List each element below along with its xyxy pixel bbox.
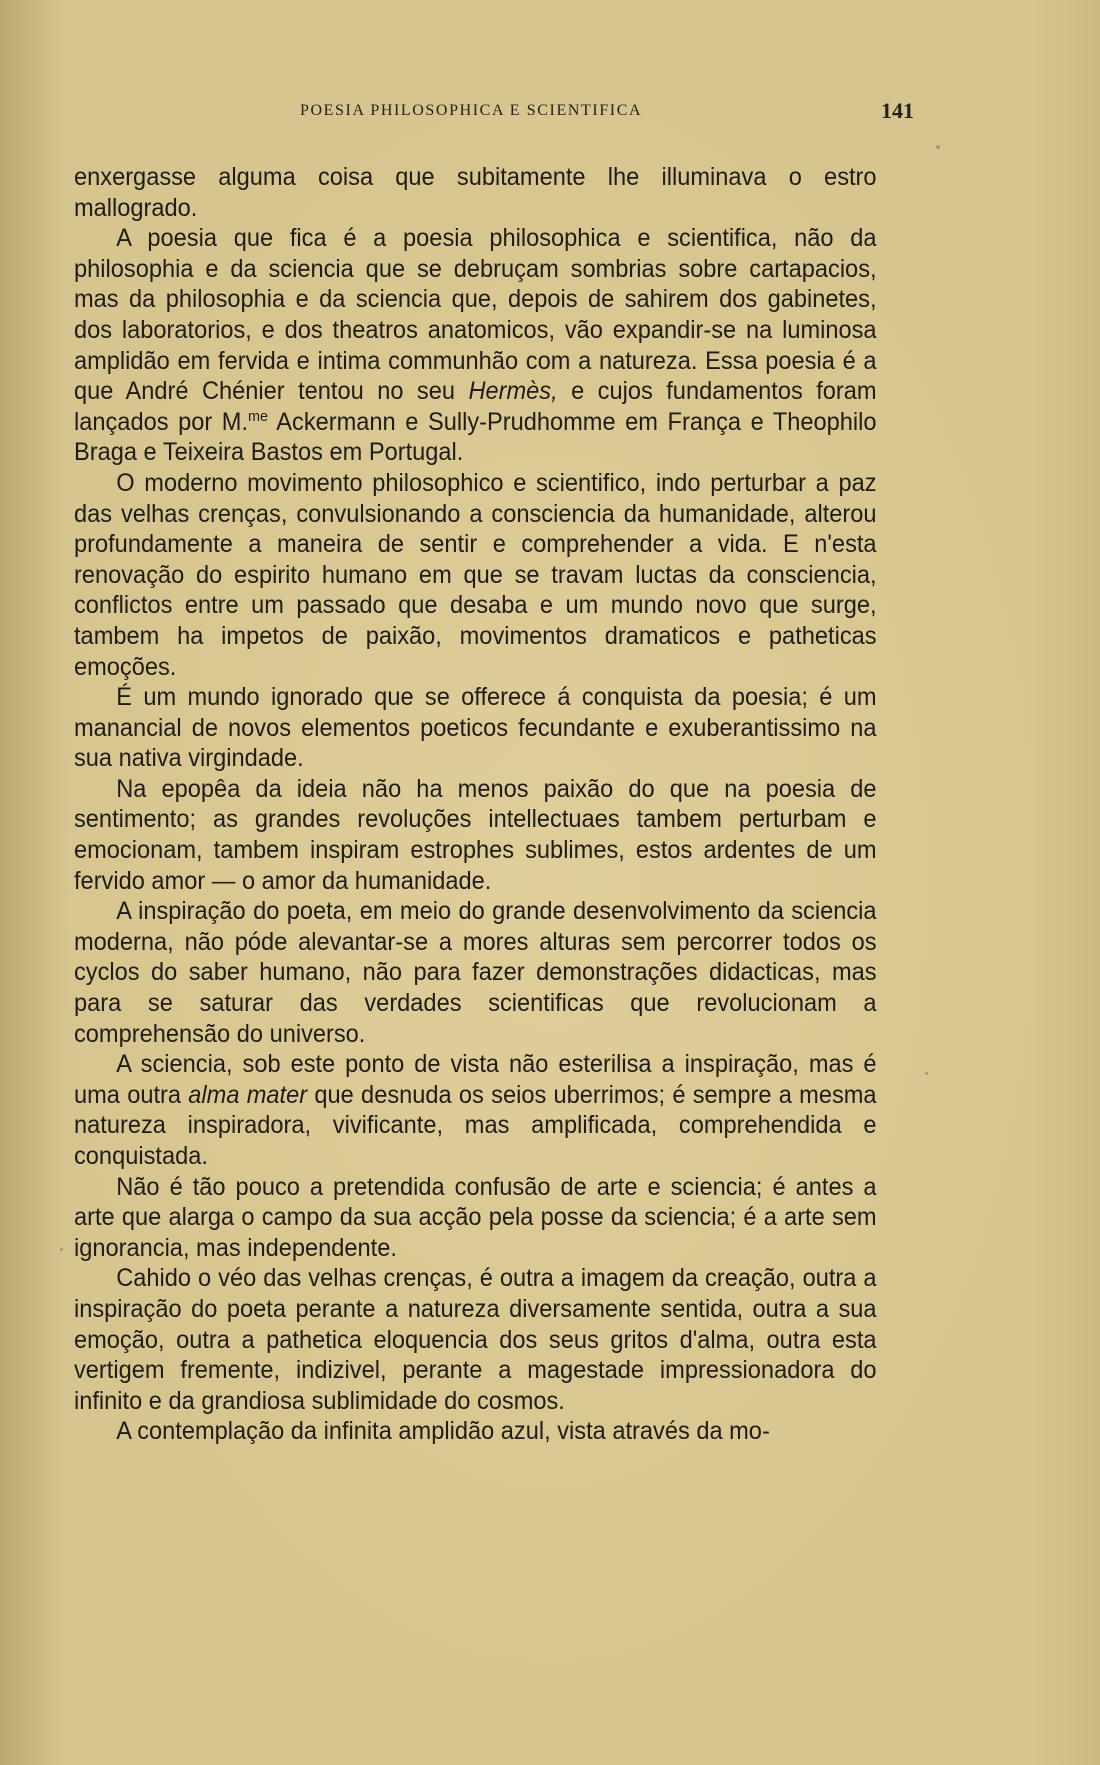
body-text [74,163,877,1448]
paragraph: enxergasse alguma coisa que subitamente lhe illuminava o estro mallogrado. [74,164,877,222]
paragraph: A contemplação da infinita amplidão azul, vista através da mo- [116,1418,770,1446]
paragraph: Cahido o véo das velhas crenças, é outra a imagem da creação, outra a inspiração do poeta perante a natureza diversamente sentida, outra a sua emoção, outra a pathetica eloquencia dos seus gritos d'alma, outra esta vertigem fremente, indizivel, perante a magestade impressionadora do infinito e da grandiosa sublimidade do cosmos. [74,1265,877,1415]
paragraph: Não é tão pouco a pretendida confusão de arte e sciencia; é antes a arte que alarga o campo da sua acção pela posse da sciencia; é a arte sem ignorancia, mas independente. [74,1173,877,1262]
italic-title: Hermès, [468,378,558,406]
paper-speck [936,145,940,149]
paragraph: Na epopêa da ideia não ha menos paixão do que na poesia de sentimento; as grandes revoluções intellectuaes tambem perturbam e emocionam, tambem inspiram estrophes sublimes, estos ardentes de um fervido amor — o amor da humanidade. [74,775,877,895]
paper-speck [925,1072,928,1075]
paragraph: A sciencia, sob este ponto de vista não esterilisa a inspiração, mas é uma outra alma mater que desnuda os seios uberrimos; é sempre a mesma natureza inspiradora, vivificante, mas amplificada, comprehendida e conquistada. [74,1051,877,1170]
superscript: me [248,407,269,425]
running-title: POESIA PHILOSOPHICA E SCIENTIFICA [300,102,643,119]
paragraph: O moderno movimento philosophico e scientifico, indo perturbar a paz das velhas crenças, convulsionando a consciencia da humanidade, alterou profundamente a maneira de sentir e comprehender a vida. E n'esta renovação do espirito humano em que se travam luctas da consciencia, conflictos entre um passado que desaba e um mundo novo que surge, tambem ha impetos de paixão, movimentos dramaticos e patheticas emoções. [74,469,877,681]
paragraph: A inspiração do poeta, em meio do grande desenvolvimento da sciencia moderna, não póde alevantar-se a mores alturas sem percorrer todos os cyclos do saber humano, não para fazer demonstrações didacticas, mas para se saturar das verdades scientificas que revolucionam a comprehensão do universo. [74,898,877,1048]
paper-speck [60,1248,63,1251]
italic-term: alma mater [188,1081,308,1109]
paragraph: A poesia que fica é a poesia philosophica e scientifica, não da philosophia e da sciencia que se debruçam sombrias sobre cartapacios, mas da philosophia e da sciencia que, depois de sahirem dos gabinetes, dos laboratorios, e dos theatros anatomicos, vão expandir-se na luminosa amplidão em fervida e intima communhão com a natureza. Essa poesia é a que André Chénier tentou no seu Hermès, e cujos fundamentos foram lançados por M.$^{me}$ Ackermann e Sully-Prudhomme em França e Theophilo Braga e Teixeira Bastos em Portugal. [74,225,877,467]
paragraph: É um mundo ignorado que se offerece á conquista da poesia; é um manancial de novos elementos poeticos fecundante e exuberantissimo na sua nativa virgindade. [74,684,877,773]
running-head [300,98,920,128]
page-number: 141 [881,98,914,123]
